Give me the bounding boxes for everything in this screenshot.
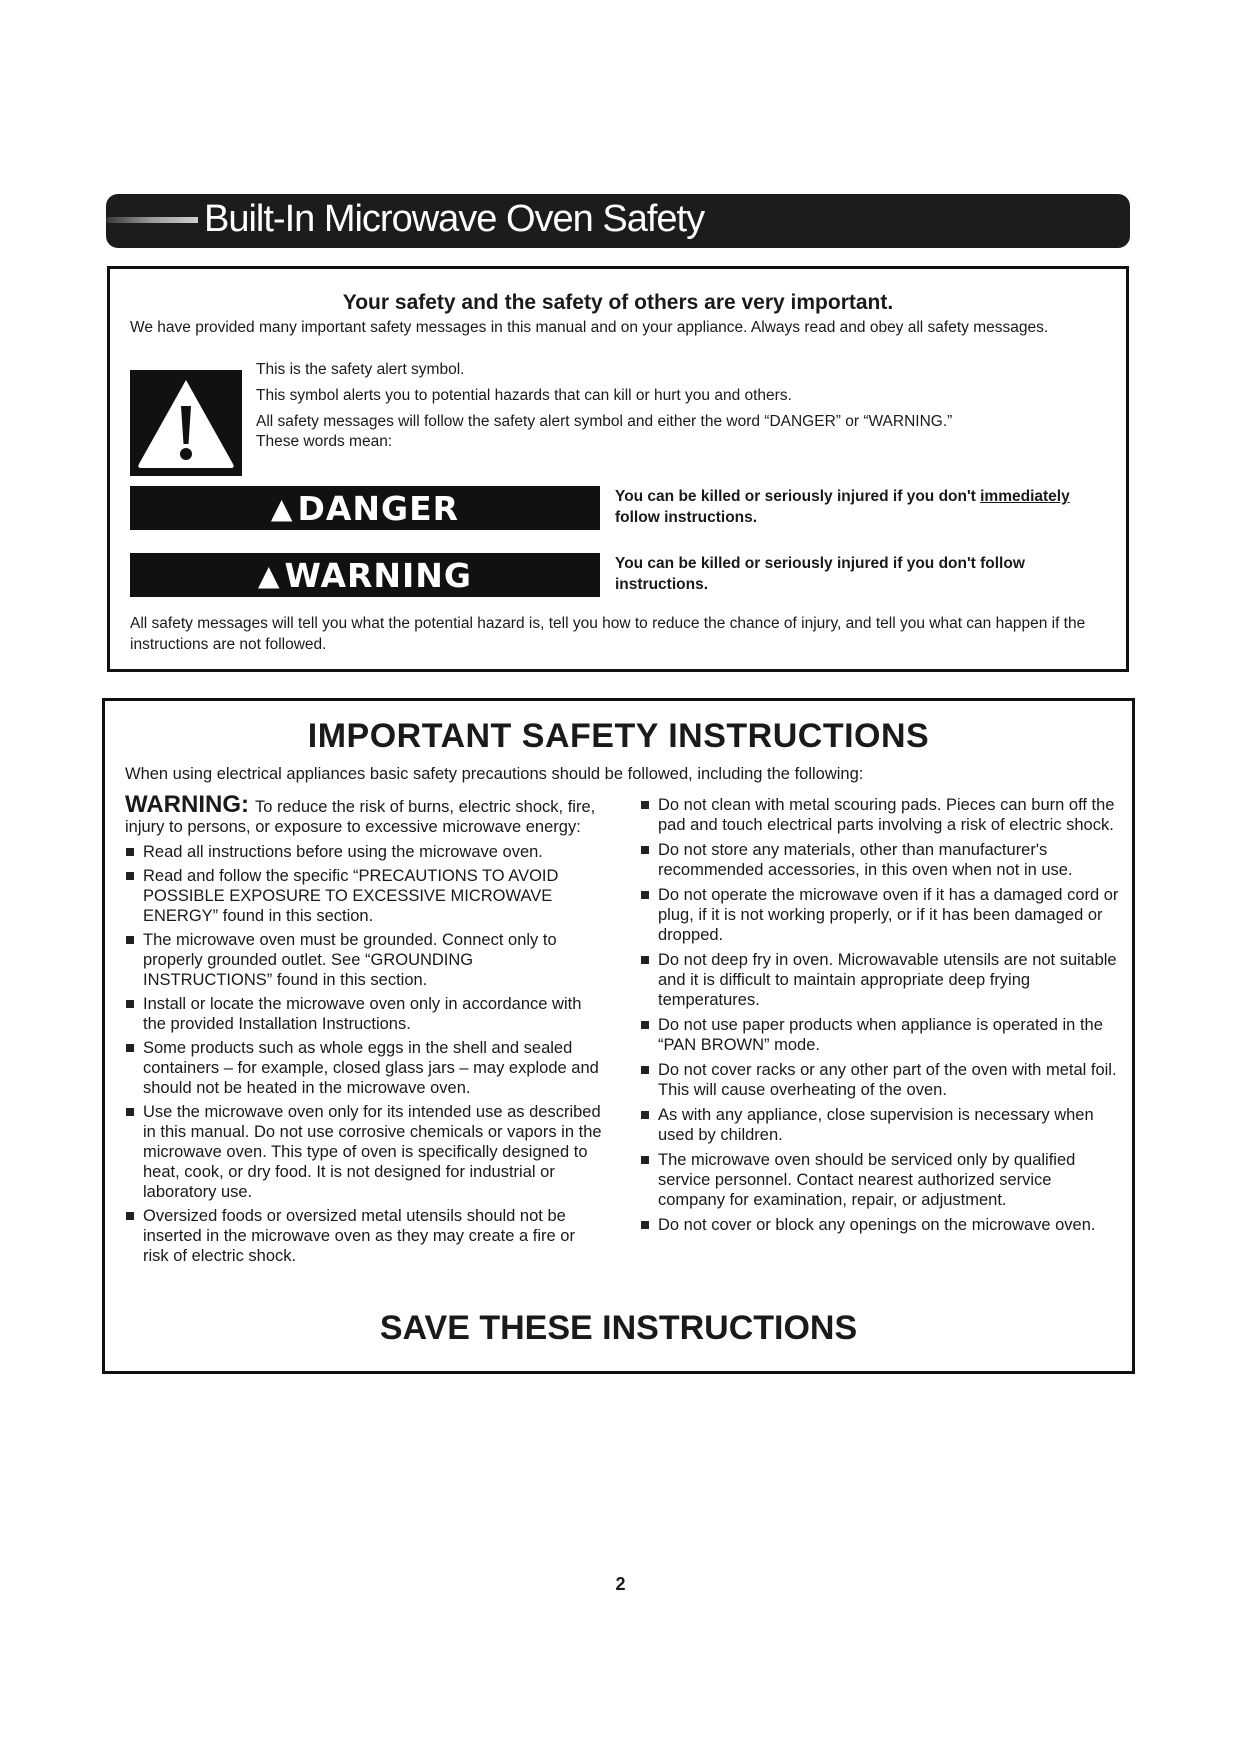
list-item (125, 930, 603, 990)
bullet-square-icon (126, 1000, 134, 1008)
list-item (125, 994, 603, 1034)
safety-box-footer: All safety messages will tell you what the potential hazard is, tell you how to reduce the chance of injury, and tell you what can happen if the instructions are not followed. (130, 615, 1086, 653)
list-item-text: Oversized foods or oversized metal utensils should not be inserted in the microwave oven as they may create a fire or risk of electric shock. (143, 1207, 575, 1265)
bullet-square-icon (641, 1066, 649, 1074)
alert-line: This symbol alerts you to potential hazards that can kill or hurt you and others. (256, 387, 792, 404)
alert-line: All safety messages will follow the safety alert symbol and either the word “DANGER” or “WARNING.” (256, 413, 953, 430)
list-item (640, 1150, 1120, 1210)
safety-box-intro: We have provided many important safety messages in this manual and on your appliance. Always read and obey all safety messages. (130, 319, 1049, 336)
bullet-square-icon (126, 848, 134, 856)
bullet-square-icon (641, 1156, 649, 1164)
bullet-square-icon (641, 956, 649, 964)
right-bullet-list (640, 795, 1120, 1235)
warning-text: To reduce the risk of burns, electric shock, fire, injury to persons, or exposure to excessive microwave energy: (125, 798, 596, 836)
list-item-text: Do not clean with metal scouring pads. Pieces can burn off the pad and touch electrical parts involving a risk of electric shock. (658, 796, 1115, 834)
safety-box-title: Your safety and the safety of others are very important. (342, 291, 894, 314)
bullet-square-icon (641, 1221, 649, 1229)
list-item (125, 842, 603, 862)
header-accent-stripe (106, 217, 198, 223)
danger-label: DANGER (297, 488, 460, 528)
instructions-right-column (640, 795, 1120, 1240)
alert-line: This is the safety alert symbol. (256, 361, 465, 378)
list-item-text: Read all instructions before using the microwave oven. (143, 843, 543, 861)
warning-paragraph (125, 791, 603, 837)
list-item-text: Do not cover or block any openings on the microwave oven. (658, 1216, 1096, 1234)
list-item-text: Do not store any materials, other than manufacturer's recommended accessories, in this oven when not in use. (658, 841, 1073, 879)
danger-signal-bar (130, 486, 600, 530)
bullet-square-icon (641, 846, 649, 854)
list-item-text: Do not operate the microwave oven if it has a damaged cord or plug, if it is not working properly, or if it has been damaged or dropped. (658, 886, 1119, 944)
list-item-text: Use the microwave oven only for its intended use as described in this manual. Do not use corrosive chemicals or vapors in the microwave oven. This type of oven is specifically designed to heat, cook, or dry food. It is not designed for industrial or laboratory use. (143, 1103, 602, 1201)
list-item-text: Read and follow the specific “PRECAUTIONS TO AVOID POSSIBLE EXPOSURE TO EXCESSIVE MICROWAVE ENERGY” found in this section. (143, 867, 559, 925)
page-number: 2 (615, 1574, 626, 1594)
safety-notice-box (107, 266, 1129, 672)
list-item (640, 885, 1120, 945)
list-item (640, 1105, 1120, 1145)
bullet-square-icon (126, 936, 134, 944)
danger-text: You can be killed or seriously injured if you don't (615, 488, 981, 505)
list-item (640, 1215, 1120, 1235)
bullet-square-icon (126, 1108, 134, 1116)
warning-triangle-icon (130, 370, 242, 476)
danger-description (615, 486, 1115, 528)
section-header-bar (106, 194, 1130, 248)
list-item-text: The microwave oven should be serviced only by qualified service personnel. Contact nearest authorized service company for examination, repair, or adjustment. (658, 1151, 1076, 1209)
bullet-square-icon (641, 1021, 649, 1029)
list-item (640, 795, 1120, 835)
instructions-intro: When using electrical appliances basic safety precautions should be followed, including the following: (125, 765, 864, 783)
list-item-text: As with any appliance, close supervision is necessary when used by children. (658, 1106, 1094, 1144)
list-item (125, 866, 603, 926)
list-item-text: Install or locate the microwave oven only in accordance with the provided Installation Instructions. (143, 995, 582, 1033)
instructions-title: IMPORTANT SAFETY INSTRUCTIONS (307, 717, 930, 755)
list-item (125, 1038, 603, 1098)
left-bullet-list (125, 842, 603, 1266)
alert-triangle-icon: ▲ (270, 491, 294, 525)
list-item-text: Do not deep fry in oven. Microwavable utensils are not suitable and it is difficult to maintain appropriate deep frying temperatures. (658, 951, 1117, 1009)
list-item (125, 1206, 603, 1266)
safety-instructions-box (102, 698, 1135, 1374)
bullet-square-icon (126, 872, 134, 880)
alert-triangle-icon: ▲ (257, 558, 281, 592)
list-item-text: Do not cover racks or any other part of the oven with metal foil. This will cause overheating of the oven. (658, 1061, 1117, 1099)
warning-signal-bar (130, 553, 600, 597)
list-item-text: The microwave oven must be grounded. Connect only to properly grounded outlet. See “GROUNDING INSTRUCTIONS” found in this section. (143, 931, 557, 989)
warning-description: You can be killed or seriously injured if you don't follow instructions. (615, 555, 1025, 593)
warning-word: WARNING: (125, 791, 249, 818)
bullet-square-icon (641, 801, 649, 809)
bullet-square-icon (641, 1111, 649, 1119)
list-item (640, 1060, 1120, 1100)
save-instructions-title: SAVE THESE INSTRUCTIONS (379, 1309, 858, 1347)
list-item-text: Do not use paper products when appliance is operated in the “PAN BROWN” mode. (658, 1016, 1103, 1054)
list-item-text: Some products such as whole eggs in the shell and sealed containers – for example, closed glass jars – may explode and should not be heated in the microwave oven. (143, 1039, 599, 1097)
list-item (640, 840, 1120, 880)
warning-label: WARNING (284, 555, 472, 595)
bullet-square-icon (126, 1044, 134, 1052)
list-item (125, 1102, 603, 1202)
bullet-square-icon (641, 891, 649, 899)
alert-line: These words mean: (256, 433, 393, 450)
list-item (640, 950, 1120, 1010)
list-item (640, 1015, 1120, 1055)
page-title: Built-In Microwave Oven Safety (204, 198, 705, 240)
danger-text-end: follow instructions. (615, 509, 758, 526)
instructions-left-column (125, 791, 603, 1270)
bullet-square-icon (126, 1212, 134, 1220)
danger-emphasis: immediately (980, 488, 1070, 505)
